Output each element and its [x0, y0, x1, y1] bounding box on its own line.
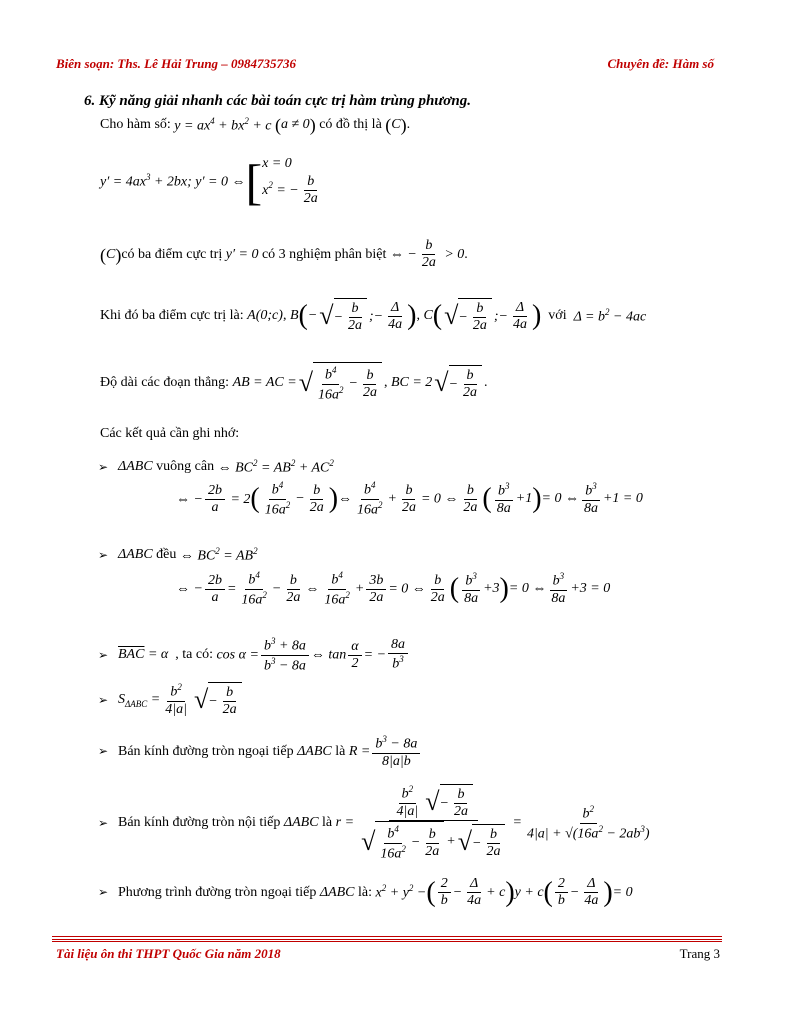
footer-divider — [52, 936, 722, 937]
footer-title: Tài liệu ôn thi THPT Quốc Gia năm 2018 — [56, 946, 281, 961]
bullet-inradius: ➢ Bán kính đường tròn nội tiếp ΔABC là r = $\frac{b^2}{4|a|}$ √ − $\frac{b}{2a}$ √ $\frac{b^4}{16a^2}$ − $\frac{b}{2a}$ + √ − $\frac{b}{2a}$ = $\frac{b^2}{4|a| + √(16a^2 - 2ab^3)}$ — [98, 784, 650, 862]
header-topic: Chuyên đề: Hàm số — [607, 56, 714, 71]
arrow-bullet-icon: ➢ — [98, 459, 109, 474]
section-title: 6. Kỹ năng giải nhanh các bài toán cực trị hàm trùng phương. — [84, 93, 471, 109]
bullet-circle-equation: ➢ Phương trình đường tròn ngoại tiếp ΔABC là: $x^2 + y^2$ − ( $\frac{2}{b}$ − $\frac{\Delta}{4a}$ + c ) y + c ( $\frac{2}{b}$ − $\frac{\Delta}{4a}$ ) = 0 — [98, 876, 633, 909]
arrow-bullet-icon: ➢ — [98, 692, 109, 707]
bullet-area: ➢ $S_{\Delta ABC}$ = $\frac{b^2}{4|a|}$ √ − $\frac{b}{2a}$ — [98, 682, 244, 718]
footer-divider-double — [52, 939, 722, 942]
equilateral-formula: ⇔ − $\frac{2b}{a}$ = $\frac{b^4}{16a^2}$ − $\frac{b}{2a}$ ⇔ $\frac{b^4}{16a^2}$ + $\frac{3b}{2a}$ = 0 ⇔ $\frac{b}{2a}$ ( $\frac{b^3}{8a}$ +3 ) = 0 ⇔ $\frac{b^3}{8a}$ +3 = 0 — [176, 570, 611, 608]
page-number: Trang 3 — [679, 946, 720, 961]
header-author: Biên soạn: Ths. Lê Hải Trung – 0984735736 — [56, 56, 297, 71]
bullet-circumradius: ➢ Bán kính đường tròn ngoại tiếp ΔABC là R = $\frac{b^3 - 8a}{8|a|b}$ — [98, 734, 422, 770]
arrow-bullet-icon: ➢ — [98, 547, 109, 562]
bullet-angle: ➢ $\overline{BAC}$ = α , ta có: cos α = $\frac{b^3 + 8a}{b^3 - 8a}$ ⇔ tan $\frac{\alpha}{2}$ = − $\frac{8a}{b^3}$ — [98, 636, 410, 675]
arrow-bullet-icon: ➢ — [98, 885, 109, 900]
derivative-line: $y' = 4ax^3 + 2bx$; y′ = 0 ⇔ [ x = 0 $x^2$ = − $\frac{b}{2a}$ — [100, 153, 318, 210]
right-isosceles-formula: ⇔ − $\frac{2b}{a}$ = 2 ( $\frac{b^4}{16a^2}$ − $\frac{b}{2a}$ ) ⇔ $\frac{b^4}{16a^2}$ + $\frac{b}{2a}$ = 0 ⇔ $\frac{b}{2a}$ ( $\frac{b^3}{8a}$ +1 ) = 0 ⇔ $\frac{b^3}{8a}$ +1 = 0 — [176, 480, 643, 518]
arrow-bullet-icon: ➢ — [98, 744, 109, 759]
three-points-line: ( C ) có ba điểm cực trị y′ = 0 có 3 nghiệm phân biệt ⇔ − $\frac{b}{2a}$ > 0 . — [100, 238, 468, 271]
bullet-equilateral: ➢ ΔABC đều ⇔ $BC^2 = AB^2$ — [98, 546, 258, 564]
results-heading: Các kết quả cần ghi nhớ: — [100, 426, 240, 441]
bullet-right-isosceles: ➢ ΔABC vuông cân ⇔ $BC^2 = AB^2 + AC^2$ — [98, 458, 334, 476]
intro-line: Cho hàm số: $y = ax^4 + bx^2 + c$ ( a ≠ 0 ) có đồ thị là ( C ) . — [100, 115, 411, 136]
arrow-bullet-icon: ➢ — [98, 815, 109, 830]
arrow-bullet-icon: ➢ — [98, 647, 109, 662]
extrema-points-line: Khi đó ba điểm cực trị là: A(0;c) , B ( − √ − $\frac{b}{2a}$ ;− $\frac{\Delta}{4a}$ ) , C ( √ − $\frac{b}{2a}$ ;− $\frac{\Delta}{4a}$ ) với $\Delta = b^2 - 4ac$ — [100, 299, 647, 334]
lengths-line: Độ dài các đoạn thẳng: AB = AC = √ $\frac{b^4}{16a^2}$ − $\frac{b}{2a}$ , BC = 2 √ − $\frac{b}{2a}$ . — [100, 362, 488, 404]
